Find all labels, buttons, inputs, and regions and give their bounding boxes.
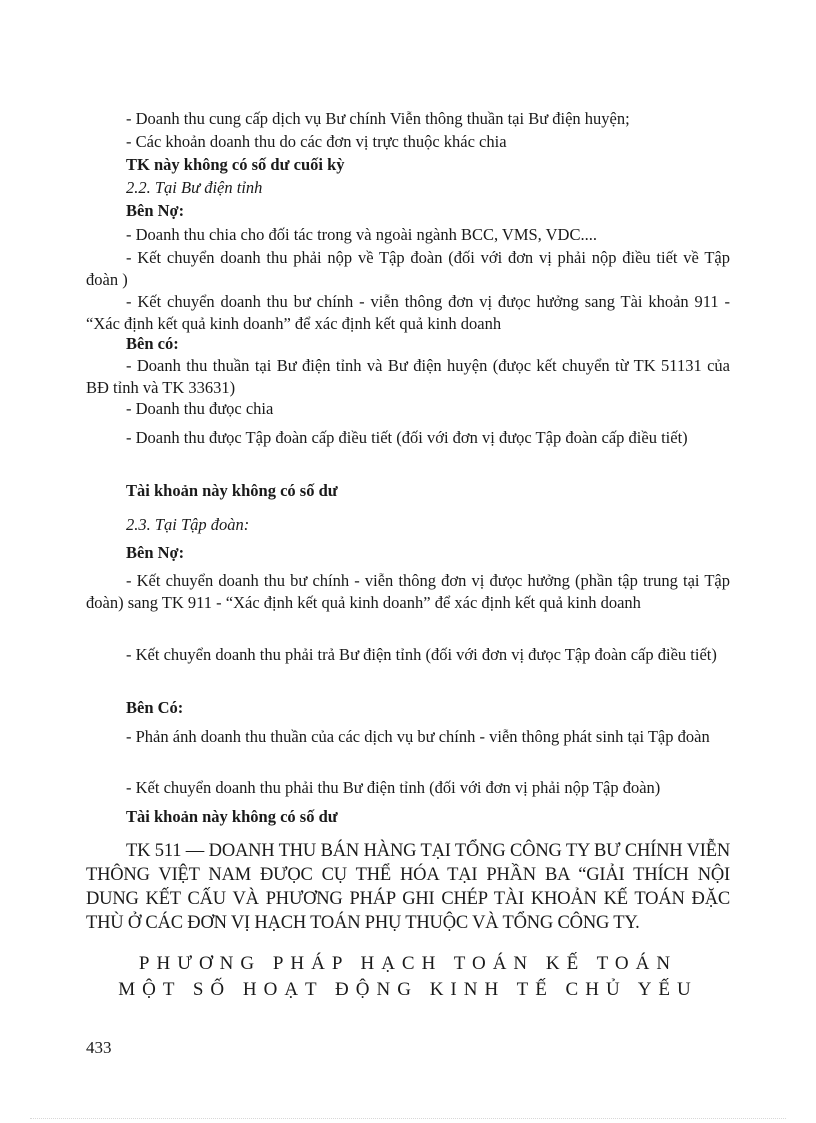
page-number: 433 [86,1038,112,1057]
debit-item-2: - Kết chuyển doanh thu phải nộp về Tập đoàn (đối với đơn vị phải nộp điều tiết về Tập đoàn ) [86,248,730,289]
credit-heading-2: Bên Có: [126,698,184,717]
credit-item-2: - Doanh thu đưọc chia [126,399,274,418]
section-title-line-1: PHƯƠNG PHÁP HẠCH TOÁN KẾ TOÁN [138,953,678,974]
credit-heading-1: Bên có: [126,334,179,353]
section-title-line-2: MỘT SỐ HOẠT ĐỘNG KINH TẾ CHỦ YẾU [118,979,698,1000]
section-2-3: 2.3. Tại Tập đoàn: [126,515,250,534]
footer-divider [30,1118,786,1119]
line-revenue-district: - Doanh thu cung cấp dịch vụ Bư chính Viễn thông thuần tại Bư điện huyện; [126,109,630,128]
section-2-2: 2.2. Tại Bư điện tỉnh [126,178,263,197]
credit-item-4: - Phản ánh doanh thu thuần của các dịch vụ bư chính - viễn thông phát sinh tại Tập đoàn [126,727,710,746]
debit-item-5: - Kết chuyển doanh thu phải trả Bư điện tỉnh (đối với đơn vị đưọc Tập đoàn cấp điều tiết) [126,645,717,664]
credit-item-1: - Doanh thu thuần tại Bư điện tỉnh và Bư điện huyện (đưọc kết chuyển từ TK 51131 của BĐ tỉnh và TK 33631) [86,356,730,397]
heading-no-balance-3: Tài khoản này không có số dư [126,807,338,826]
debit-item-4: - Kết chuyển doanh thu bư chính - viễn thông đơn vị đưọc hưởng (phần tập trung tại Tập đoàn) sang TK 911 - “Xác định kết quả kinh doanh” để xác định kết quả kinh doanh [86,571,730,612]
debit-item-1: - Doanh thu chia cho đối tác trong và ngoài ngành BCC, VMS, VDC.... [126,225,597,244]
debit-heading-2: Bên Nợ: [126,543,185,562]
line-revenue-shared: - Các khoản doanh thu do các đơn vị trực thuộc khác chia [126,132,507,151]
debit-heading-1: Bên Nợ: [126,201,185,220]
heading-no-balance-2: Tài khoản này không có số dư [126,481,338,500]
tk511-paragraph: TK 511 — DOANH THU BÁN HÀNG TẠI TỔNG CÔNG TY BƯ CHÍNH VIỄN THÔNG VIỆT NAM ĐƯỌC CỤ THỂ HÓA TẠI PHẦN BA “GIẢI THÍCH NỘI DUNG KẾT CẤU VÀ PHƯƠNG PHÁP GHI CHÉP TÀI KHOẢN KẾ TOÁN ĐẶC THÙ Ở CÁC ĐƠN VỊ HẠCH TOÁN PHỤ THUỘC VÀ TỔNG CÔNG TY. [86,841,730,933]
credit-item-5: - Kết chuyển doanh thu phải thu Bư điện tỉnh (đối với đơn vị phải nộp Tập đoàn) [126,778,661,797]
credit-item-3: - Doanh thu đưọc Tập đoàn cấp điều tiết (đối với đơn vị đưọc Tập đoàn cấp điều tiết) [126,428,688,447]
heading-no-balance-1: TK này không có số dư cuối kỳ [126,155,345,174]
debit-item-3: - Kết chuyển doanh thu bư chính - viễn thông đơn vị đưọc hưởng sang Tài khoản 911 - “Xác định kết quả kinh doanh” để xác định kết quả kinh doanh [86,292,730,333]
